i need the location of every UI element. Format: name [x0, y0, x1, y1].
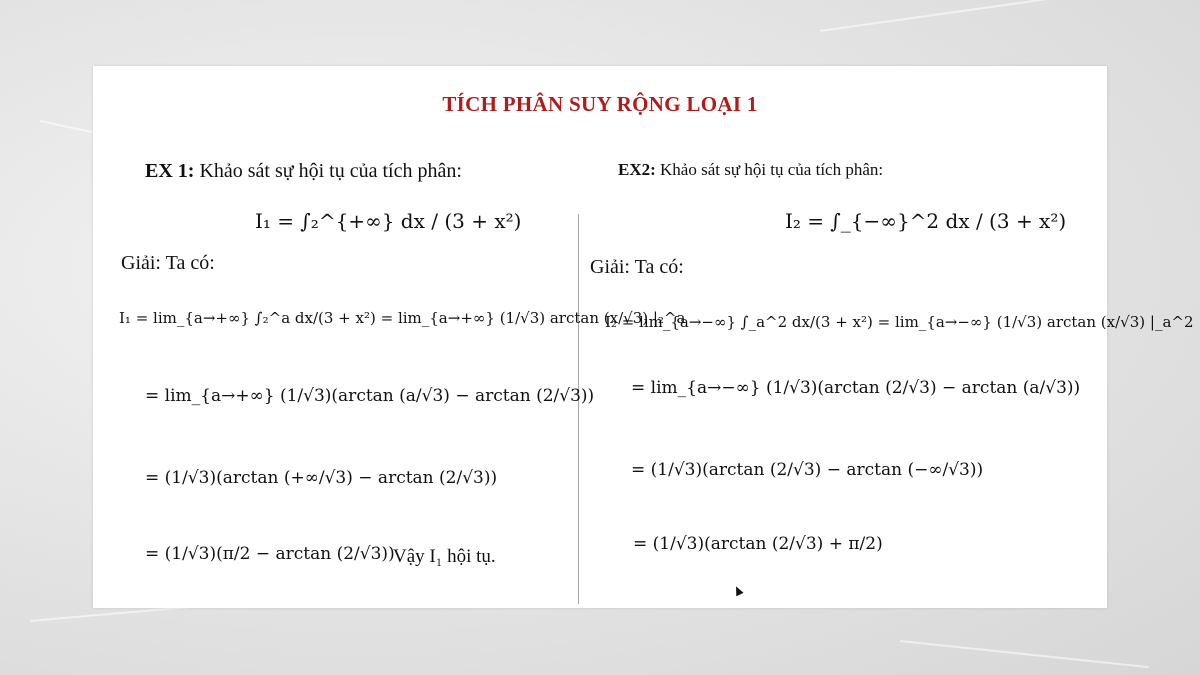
ex2-label-bold: EX2:: [618, 160, 656, 179]
ex2-label: [618, 160, 883, 180]
column-divider: [578, 214, 579, 604]
ex1-step-2: = lim_{a→+∞} (1/√3)(arctan (a/√3) − arctan (2/√3)): [145, 386, 595, 406]
ex2-solve-label: Giải: Ta có:: [590, 256, 684, 278]
document-page: [93, 66, 1194, 608]
page-title: TÍCH PHÂN SUY RỘNG LOẠI 1: [442, 92, 758, 116]
ex1-conclusion: Vậy I₁ hội tụ.: [393, 546, 496, 567]
ex2-step-1: I₂ = lim_{a→−∞} ∫_a^2 dx/(3 + x²) = lim_{a→−∞} (1/√3) arctan (x/√3) |_a^2: [605, 313, 1194, 331]
ex2-integral: I₂ = ∫_{−∞}^2 dx / (3 + x²): [785, 209, 1067, 233]
ex2-step-2: = lim_{a→−∞} (1/√3)(arctan (2/√3) − arctan (a/√3)): [631, 378, 1081, 398]
ex1-step-4: = (1/√3)(π/2 − arctan (2/√3)): [145, 544, 395, 564]
ex1-integral: I₁ = ∫₂^{+∞} dx / (3 + x²): [255, 209, 522, 233]
ex1-label: [145, 160, 462, 183]
ex1-step-3: = (1/√3)(arctan (+∞/√3) − arctan (2/√3)): [145, 468, 498, 488]
mouse-cursor-icon: [732, 585, 743, 597]
ex2-step-3: = (1/√3)(arctan (2/√3) − arctan (−∞/√3)): [631, 460, 984, 480]
ex2-step-4: = (1/√3)(arctan (2/√3) + π/2): [633, 534, 883, 554]
ex1-solve-label: Giải: Ta có:: [121, 252, 215, 274]
ex1-label-bold: EX 1:: [145, 160, 195, 182]
ex2-label-text: Khảo sát sự hội tụ của tích phân:: [655, 160, 884, 179]
ex1-step-1: I₁ = lim_{a→+∞} ∫₂^a dx/(3 + x²) = lim_{a→+∞} (1/√3) arctan (x/√3) |₂^a: [119, 309, 686, 327]
ex1-label-text: Khảo sát sự hội tụ của tích phân:: [194, 160, 462, 182]
